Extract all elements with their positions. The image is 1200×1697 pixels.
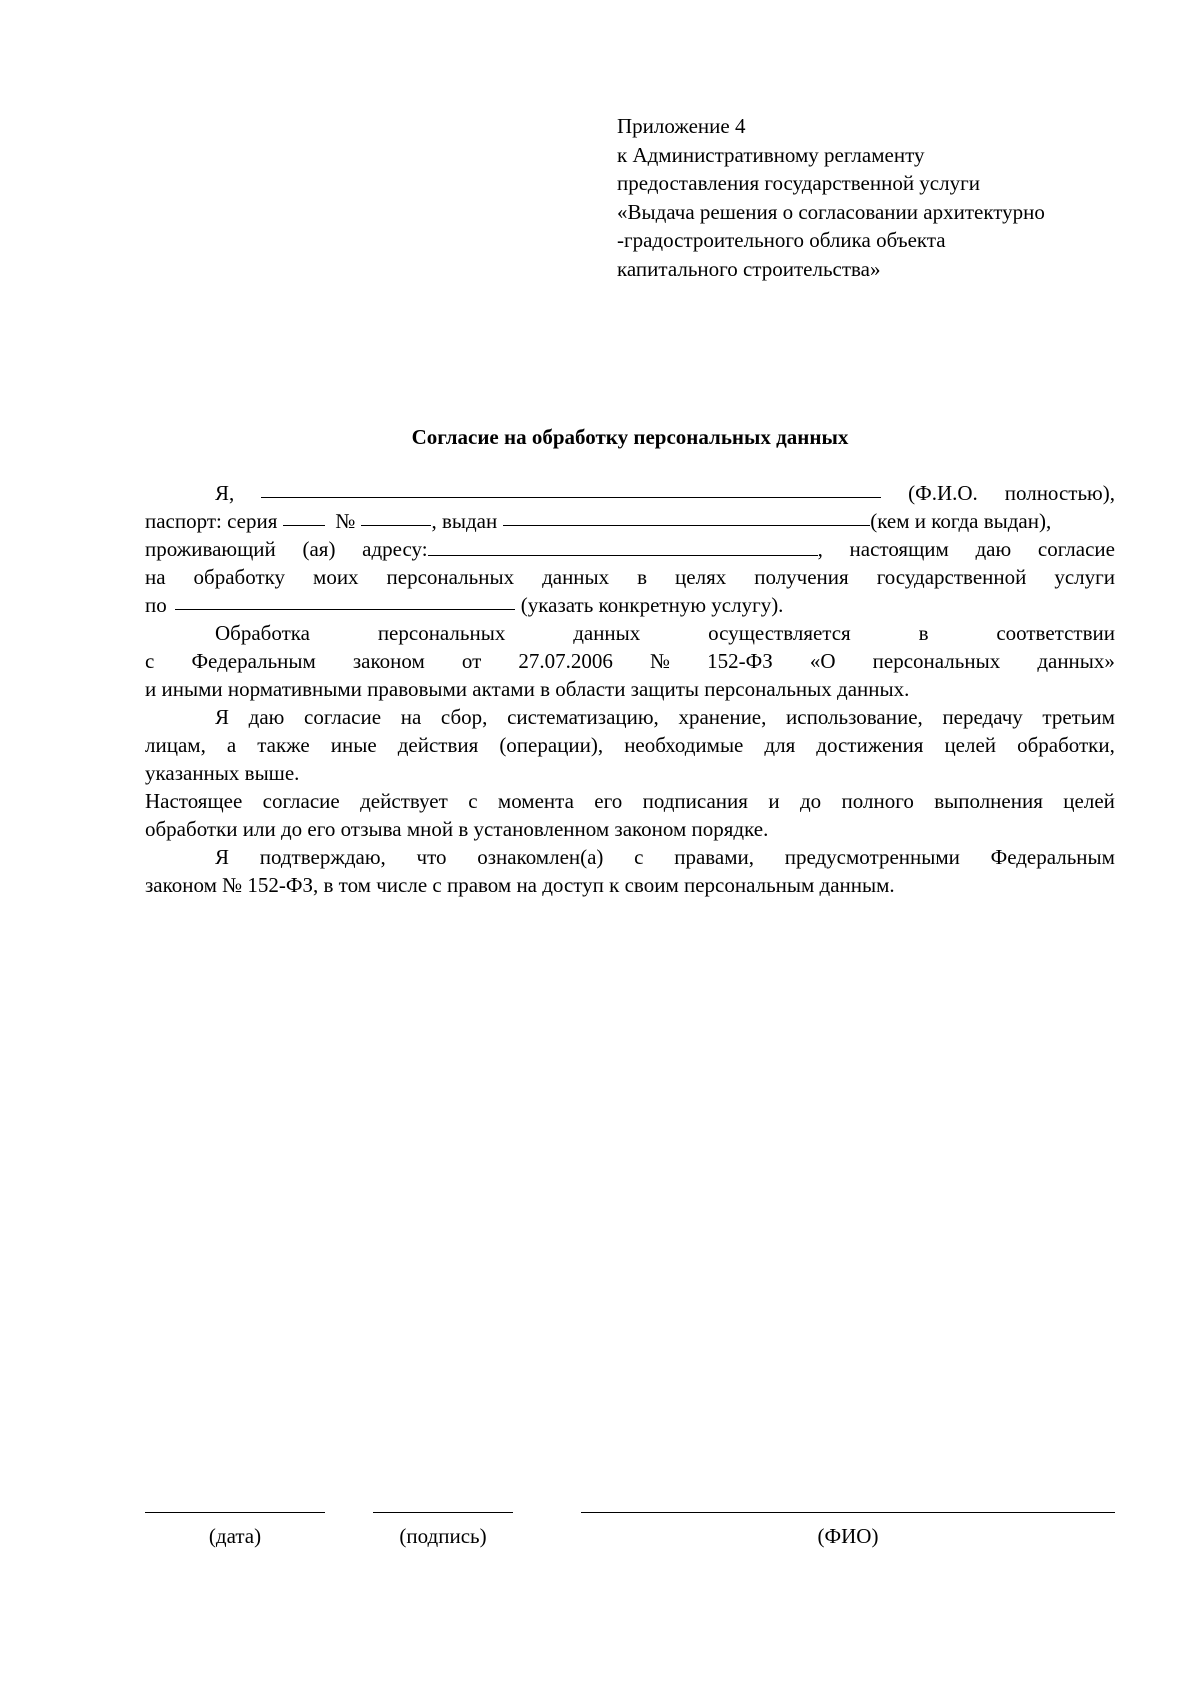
word: персональных bbox=[872, 649, 1001, 673]
word: систематизацию, bbox=[507, 705, 659, 729]
word: использование, bbox=[786, 705, 923, 729]
text-line bbox=[145, 759, 1115, 787]
header-line: предоставления государственной услуги bbox=[617, 171, 980, 195]
word: (кем и когда выдан), bbox=[870, 509, 1052, 533]
word: «О bbox=[809, 649, 836, 673]
word: правами, bbox=[674, 845, 754, 869]
date-line[interactable] bbox=[145, 1512, 325, 1513]
word: до bbox=[799, 789, 822, 813]
word: получения bbox=[754, 565, 849, 589]
word: № bbox=[650, 649, 671, 673]
word: , выдан bbox=[431, 509, 498, 533]
word: на bbox=[145, 565, 166, 589]
word: целях bbox=[675, 565, 727, 589]
word: паспорт: серия bbox=[145, 509, 278, 533]
issued-by-blank[interactable] bbox=[503, 507, 870, 526]
word: предусмотренными bbox=[784, 845, 960, 869]
word: обработки, bbox=[1017, 733, 1115, 757]
word: хранение, bbox=[678, 705, 767, 729]
word: достижения bbox=[816, 733, 924, 757]
word: Федеральным bbox=[191, 649, 316, 673]
word: Федеральным bbox=[990, 845, 1115, 869]
word: с bbox=[145, 649, 155, 673]
word: осуществляется bbox=[708, 621, 851, 645]
text-line bbox=[145, 591, 1115, 619]
word: сбор, bbox=[440, 705, 488, 729]
word: настоящим bbox=[849, 537, 949, 561]
word: подписания bbox=[642, 789, 748, 813]
word: проживающий bbox=[145, 537, 276, 561]
text-line bbox=[145, 507, 1115, 535]
passport-number-blank[interactable] bbox=[361, 507, 431, 526]
header-line: -градостроительного облика объекта bbox=[617, 228, 946, 252]
word: что bbox=[416, 845, 447, 869]
word: моих bbox=[313, 565, 359, 589]
fio-label: (ФИО) bbox=[817, 1524, 879, 1548]
appendix-header bbox=[617, 112, 1137, 283]
text-line bbox=[145, 731, 1115, 759]
word: полностью), bbox=[1004, 481, 1115, 505]
line-text: законом № 152-ФЗ, в том числе с правом на доступ к своим персональным данным. bbox=[145, 873, 895, 897]
signature-line[interactable] bbox=[373, 1512, 513, 1513]
word: Я, bbox=[215, 481, 235, 505]
word: Обработка bbox=[215, 621, 310, 645]
word: его bbox=[594, 789, 623, 813]
header-line: капитального строительства» bbox=[617, 256, 881, 281]
text-line bbox=[145, 787, 1115, 815]
word: необходимые bbox=[624, 733, 744, 757]
word: полного bbox=[841, 789, 914, 813]
word: данных bbox=[573, 621, 641, 645]
word: персональных bbox=[386, 565, 515, 589]
word: целей bbox=[1063, 789, 1115, 813]
signature-label: (подпись) bbox=[399, 1524, 487, 1548]
address-blank[interactable] bbox=[428, 537, 818, 556]
fio-line[interactable] bbox=[581, 1512, 1115, 1513]
word: действия bbox=[397, 733, 479, 757]
word: согласие bbox=[262, 789, 340, 813]
word: (ая) bbox=[302, 537, 336, 561]
word: 27.07.2006 bbox=[518, 649, 613, 673]
word: действует bbox=[360, 789, 448, 813]
word: от bbox=[461, 649, 482, 673]
word: согласие bbox=[1037, 537, 1115, 561]
word: в bbox=[637, 565, 648, 589]
line-text: обработки или до его отзыва мной в установленном законом порядке. bbox=[145, 817, 769, 841]
word: лицам, bbox=[145, 733, 206, 757]
word: третьим bbox=[1042, 705, 1115, 729]
word: , bbox=[817, 537, 823, 561]
header-line: Приложение 4 bbox=[617, 114, 746, 138]
word: на bbox=[400, 705, 422, 729]
text-line bbox=[145, 647, 1115, 675]
word: целей bbox=[944, 733, 997, 757]
fio-blank-field[interactable] bbox=[261, 479, 881, 498]
word: (указать конкретную услугу). bbox=[520, 593, 784, 617]
word: для bbox=[764, 733, 796, 757]
word: иные bbox=[330, 733, 377, 757]
word: даю bbox=[975, 537, 1012, 561]
text-line bbox=[145, 843, 1115, 871]
header-line: к Административному регламенту bbox=[617, 142, 925, 167]
header-line: «Выдача решения о согласовании архитектурно bbox=[617, 199, 1045, 224]
word: государственной bbox=[876, 565, 1027, 589]
word: ознакомлен(а) bbox=[477, 845, 604, 869]
word: (Ф.И.О. bbox=[908, 481, 978, 505]
word: адресу: bbox=[362, 537, 428, 561]
word: Я bbox=[215, 845, 230, 869]
word: (операции), bbox=[499, 733, 604, 757]
word: даю bbox=[248, 705, 285, 729]
word: выполнения bbox=[934, 789, 1043, 813]
word: обработку bbox=[193, 565, 286, 589]
text-line bbox=[145, 619, 1115, 647]
word: законом bbox=[352, 649, 425, 673]
text-line bbox=[145, 563, 1115, 591]
word: и bbox=[768, 789, 780, 813]
line-text: и иными нормативными правовыми актами в области защиты персональных данных. bbox=[145, 677, 910, 701]
word: передачу bbox=[942, 705, 1023, 729]
word: данных» bbox=[1037, 649, 1115, 673]
word: с bbox=[468, 789, 478, 813]
consent-body bbox=[145, 479, 1115, 899]
word: в bbox=[918, 621, 929, 645]
word: № bbox=[335, 509, 356, 533]
text-line bbox=[145, 535, 1115, 563]
word: данных bbox=[542, 565, 610, 589]
word: момента bbox=[497, 789, 574, 813]
signature-block bbox=[145, 1512, 1115, 1572]
text-line bbox=[145, 479, 1115, 507]
word: соответствии bbox=[996, 621, 1115, 645]
word: Настоящее bbox=[145, 789, 243, 813]
word: 152-ФЗ bbox=[707, 649, 773, 673]
document-title: Согласие на обработку персональных данных bbox=[411, 425, 849, 449]
word: с bbox=[634, 845, 644, 869]
word: персональных bbox=[377, 621, 506, 645]
word: по bbox=[145, 593, 167, 617]
word: а bbox=[226, 733, 237, 757]
word: Я bbox=[215, 705, 230, 729]
word: также bbox=[257, 733, 310, 757]
line-text: указанных выше. bbox=[145, 761, 300, 785]
word: подтверждаю, bbox=[259, 845, 386, 869]
word: согласие bbox=[304, 705, 382, 729]
text-line bbox=[145, 675, 1115, 703]
text-line bbox=[145, 815, 1115, 843]
text-line bbox=[145, 871, 1115, 899]
service-blank[interactable] bbox=[175, 591, 515, 610]
date-label: (дата) bbox=[208, 1524, 262, 1548]
text-line bbox=[145, 703, 1115, 731]
word: услуги bbox=[1054, 565, 1115, 589]
passport-series-blank[interactable] bbox=[283, 507, 325, 526]
